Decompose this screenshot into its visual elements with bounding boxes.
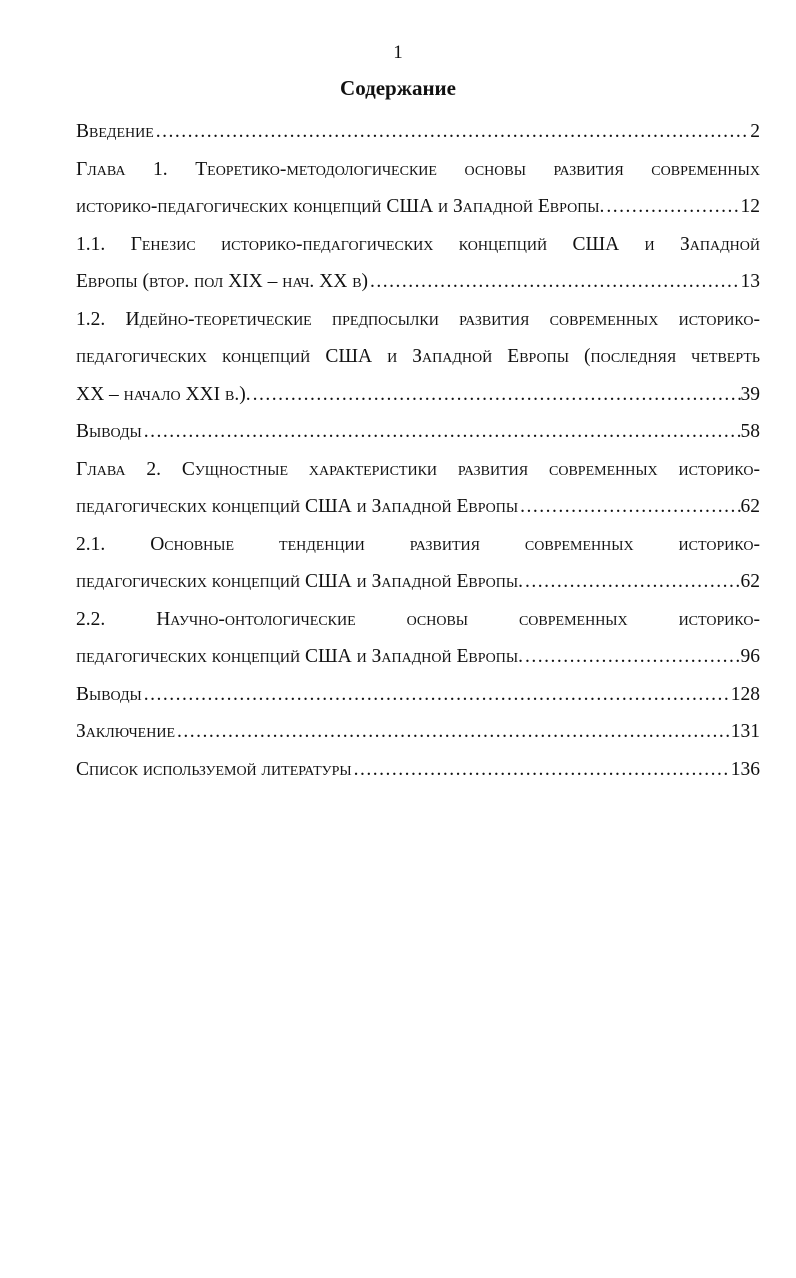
toc-word: Западной	[412, 346, 493, 367]
toc-word: характеристики	[308, 458, 438, 480]
toc-entry-section-1-1[interactable]	[76, 226, 760, 301]
toc-word: развития	[459, 308, 530, 330]
toc-entry-line	[76, 563, 760, 601]
toc-entry-line	[76, 226, 760, 264]
toc-word: Глава	[76, 158, 126, 180]
toc-entry-line	[76, 151, 760, 189]
toc-word: историко-	[678, 308, 760, 330]
toc-entry-chapter-2[interactable]	[76, 451, 760, 526]
toc-word: 2.1.	[76, 533, 106, 555]
toc-entry-title: XX – начало XXI в.).	[76, 383, 251, 405]
toc-word: современных	[524, 533, 634, 555]
toc-word: Теоретико-методологические	[195, 158, 437, 180]
toc-entry-line	[76, 413, 760, 451]
toc-entry-title: Европы (втор. пол XIX – нач. XX в)	[76, 271, 369, 292]
toc-word: Сущностные	[181, 458, 289, 480]
toc-page-number: 13	[740, 271, 760, 292]
toc-entry-line	[76, 113, 760, 151]
toc-page-number: 131	[730, 721, 760, 742]
toc-entry-line	[76, 376, 760, 414]
toc-entry-line	[76, 713, 760, 751]
toc-word: Генезис	[130, 233, 196, 255]
toc-word: Идейно-теоретические	[125, 308, 312, 330]
toc-page-number: 128	[730, 683, 760, 705]
toc-word: основы	[464, 158, 526, 180]
toc-entry-line	[76, 601, 760, 639]
dot-leader	[352, 751, 731, 789]
toc-page-number: 62	[740, 571, 760, 592]
toc-word: Глава	[76, 458, 126, 480]
toc-word: четверть	[691, 346, 760, 367]
toc-entry-title: педагогических концепций США и Западной Европы.	[76, 646, 523, 667]
toc-word: историко-	[678, 458, 760, 480]
dot-leader	[251, 376, 741, 414]
toc-entry-line	[76, 338, 760, 376]
toc-word: Западной	[680, 233, 760, 255]
toc-entry-line	[76, 638, 760, 676]
toc-entry-title: Заключение	[76, 721, 175, 742]
toc-entry-references[interactable]	[76, 751, 760, 789]
toc-entry-section-2-1[interactable]	[76, 526, 760, 601]
dot-leader	[523, 563, 741, 601]
toc-word: педагогических	[76, 346, 207, 367]
toc-entry-line	[76, 263, 760, 301]
dot-leader	[518, 488, 740, 526]
toc-word: США	[572, 233, 620, 255]
toc-entry-title: Выводы	[76, 421, 142, 442]
toc-word: и	[644, 233, 655, 255]
toc-word: современных	[549, 308, 659, 330]
toc-entry-introduction[interactable]	[76, 113, 760, 151]
dot-leader	[523, 638, 741, 676]
toc-word: современных	[518, 608, 628, 630]
toc-entry-line	[76, 451, 760, 489]
toc-entry-title: Выводы	[76, 683, 142, 705]
toc-word: США	[325, 346, 373, 367]
dot-leader	[142, 413, 741, 451]
toc-word: 2.2.	[76, 608, 106, 630]
toc-word: 1.1.	[76, 233, 106, 255]
toc-entry-conclusions-2[interactable]	[76, 676, 760, 714]
toc-entry-line	[76, 526, 760, 564]
toc-word: тенденции	[279, 533, 365, 555]
toc-word: концепций	[458, 233, 548, 255]
toc-word: основы	[406, 608, 469, 630]
toc-word: историко-	[678, 608, 760, 630]
toc-word: Европы	[507, 346, 569, 367]
toc-page-number: 58	[740, 421, 760, 442]
toc-entry-title: Список используемой литературы	[76, 758, 352, 780]
toc-word: современных	[549, 458, 658, 480]
toc-word: развития	[457, 458, 529, 480]
toc-page-number: 136	[730, 758, 760, 780]
dot-leader	[142, 676, 731, 714]
toc-page-number: 2	[750, 121, 760, 142]
toc-word: и	[387, 346, 398, 367]
dot-leader	[154, 113, 750, 151]
toc-entry-line	[76, 751, 760, 789]
toc-entry-conclusion[interactable]	[76, 713, 760, 751]
toc-word: Основные	[150, 533, 235, 555]
toc-word: 1.	[153, 158, 168, 180]
toc-page-number: 12	[740, 196, 760, 217]
toc-entry-line	[76, 488, 760, 526]
toc-page-number: 39	[740, 383, 760, 405]
dot-leader	[604, 188, 740, 226]
toc-page-number: 96	[740, 646, 760, 667]
toc-entry-line	[76, 188, 760, 226]
toc-entry-section-1-2[interactable]	[76, 301, 760, 414]
table-of-contents	[76, 113, 760, 788]
toc-entry-line	[76, 301, 760, 339]
dot-leader	[175, 713, 731, 751]
page-number: 1	[393, 42, 403, 63]
page-title: Содержание	[340, 76, 456, 100]
toc-entry-title: педагогических концепций США и Западной Европы	[76, 496, 519, 517]
toc-word: 1.2.	[76, 308, 106, 330]
toc-word: развития	[409, 533, 480, 555]
toc-entry-conclusions-1[interactable]	[76, 413, 760, 451]
toc-word: Научно-онтологические	[156, 608, 356, 630]
toc-word: историко-педагогических	[221, 233, 434, 255]
toc-entry-line	[76, 676, 760, 714]
toc-word: развития	[553, 158, 624, 180]
toc-word: 2.	[146, 458, 161, 480]
toc-page-number: 62	[740, 496, 760, 517]
toc-word: концепций	[221, 346, 311, 367]
toc-word: современных	[651, 158, 760, 180]
toc-entry-section-2-2[interactable]	[76, 601, 760, 676]
toc-entry-title: педагогических концепций США и Западной Европы.	[76, 571, 523, 592]
dot-leader	[368, 263, 740, 301]
toc-word: историко-	[678, 533, 760, 555]
toc-word: предпосылки	[332, 308, 439, 330]
toc-entry-title: историко-педагогических концепций США и Западной Европы.	[76, 196, 605, 217]
toc-word: (последняя	[583, 346, 677, 367]
toc-entry-chapter-1[interactable]	[76, 151, 760, 226]
toc-entry-title: Введение	[76, 121, 154, 142]
